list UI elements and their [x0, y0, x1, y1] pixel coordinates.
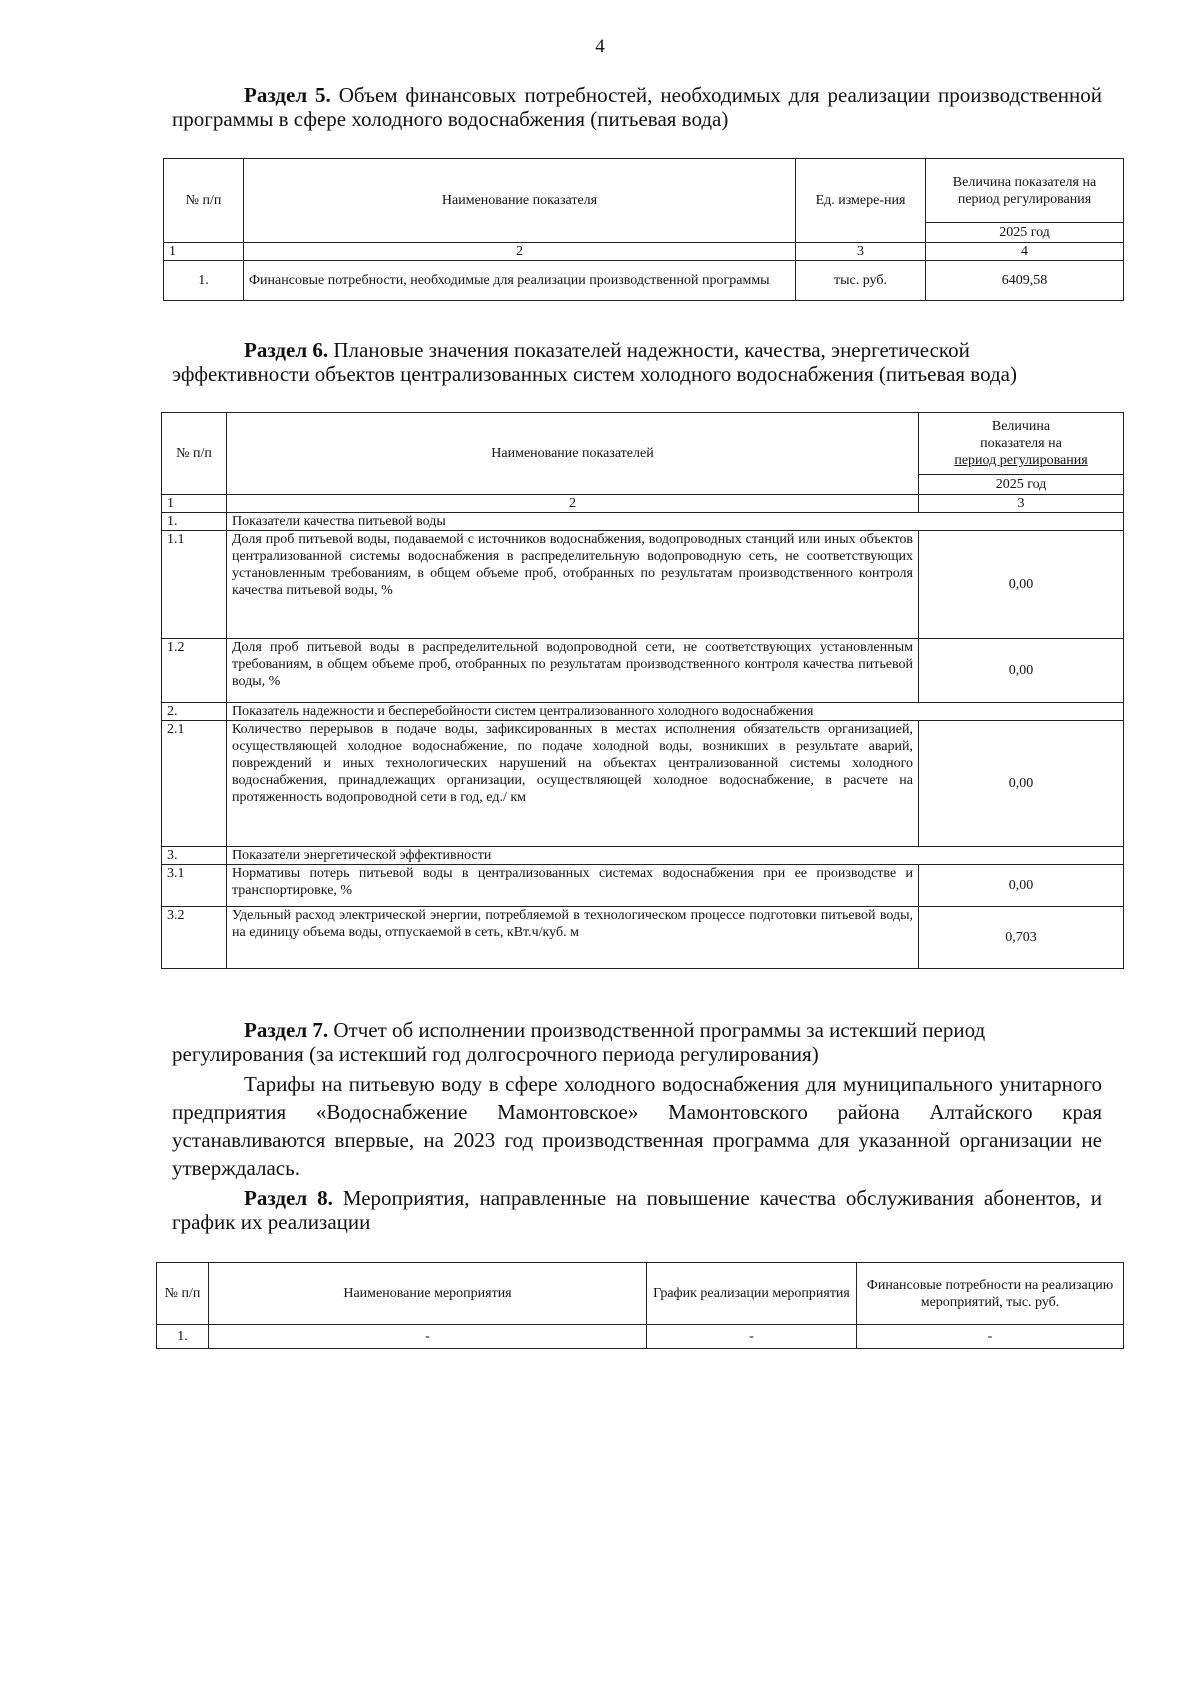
s5-header-year: 2025 год — [926, 223, 1124, 243]
s5-row-value: 6409,58 — [926, 261, 1124, 301]
s6-group-title: Показатели энергетической эффективности — [227, 847, 1124, 865]
table-row — [162, 639, 1124, 703]
s8-header-finance: Финансовые потребности на реализацию мероприятий, тыс. руб. — [857, 1263, 1124, 1325]
table-row — [157, 1325, 1124, 1349]
s6-group-num: 2. — [162, 703, 227, 721]
s6-group-title: Показатель надежности и бесперебойности систем централизованного холодного водоснабжения — [227, 703, 1124, 721]
s5-colnum: 4 — [926, 243, 1124, 261]
section5-title: Объем финансовых потребностей, необходимых для реализации производственной программы в сфере холодного водоснабжения (питьевая вода) — [172, 83, 1102, 131]
section5-heading — [172, 83, 1102, 131]
table-row — [162, 513, 1124, 531]
table-row — [162, 703, 1124, 721]
table-row — [162, 907, 1124, 969]
s6-item-num: 1.2 — [162, 639, 227, 703]
s8-header-num: № п/п — [157, 1263, 209, 1325]
s6-header-value — [919, 413, 1124, 475]
table-row — [162, 847, 1124, 865]
section8-heading — [172, 1186, 1102, 1234]
table-row — [162, 721, 1124, 847]
s6-item-value: 0,00 — [919, 531, 1124, 639]
s6-header-num: № п/п — [162, 413, 227, 495]
s6-colnum: 3 — [919, 495, 1124, 513]
s5-header-name: Наименование показателя — [244, 159, 796, 243]
section7-label: Раздел 7. — [244, 1018, 329, 1042]
section6-title: Плановые значения показателей надежности, качества, энергетической эффективности объектов централизованных систем холодного водоснабжения (питьевая вода) — [172, 338, 1017, 386]
s6-item-name: Доля проб питьевой воды в распределительной водопроводной сети, не соответствующих установленным требованиям, в общем объеме проб, отобранных по результатам производственного контроля качества питьевой воды, % — [227, 639, 919, 703]
table-row — [164, 261, 1124, 301]
section5-table — [163, 158, 1124, 301]
s6-item-num: 3.1 — [162, 865, 227, 907]
section7-heading — [172, 1018, 1102, 1066]
section6-label: Раздел 6. — [244, 338, 329, 362]
table-row — [162, 865, 1124, 907]
section7-title: Отчет об исполнении производственной программы за истекший период регулирования (за истекший год долгосрочного периода регулирования) — [172, 1018, 986, 1066]
s8-header-name: Наименование мероприятия — [209, 1263, 647, 1325]
s5-header-value: Величина показателя на период регулирования — [926, 159, 1124, 223]
s8-row-finance: - — [857, 1325, 1124, 1349]
s6-header-name: Наименование показателей — [227, 413, 919, 495]
s8-row-schedule: - — [647, 1325, 857, 1349]
s5-header-num: № п/п — [164, 159, 244, 243]
section5-label: Раздел 5. — [244, 83, 331, 107]
s6-item-value: 0,00 — [919, 721, 1124, 847]
s6-item-num: 2.1 — [162, 721, 227, 847]
section6-heading — [172, 338, 1102, 386]
s5-colnum: 1 — [164, 243, 244, 261]
s8-row-num: 1. — [157, 1325, 209, 1349]
s6-colnum: 1 — [162, 495, 227, 513]
s6-group-num: 1. — [162, 513, 227, 531]
s6-header-value-line: Величина — [991, 419, 1051, 434]
section8-label: Раздел 8. — [244, 1186, 333, 1210]
s6-item-value: 0,00 — [919, 865, 1124, 907]
s6-item-name: Нормативы потерь питьевой воды в централизованных системах водоснабжения при ее производстве и транспортировке, % — [227, 865, 919, 907]
section8-table — [156, 1262, 1124, 1349]
s6-header-year: 2025 год — [919, 475, 1124, 495]
s6-header-value-line: период регулирования — [954, 453, 1088, 468]
s6-item-num: 3.2 — [162, 907, 227, 969]
table-row — [162, 531, 1124, 639]
s6-item-name: Количество перерывов в подаче воды, зафиксированных в местах исполнения обязательств организацией, осуществляющей холодное водоснабжение, по подаче холодной воды, возникших в результате аварий, повреждений и иных технологических нарушений на объектах централизованной системы холодного водоснабжения, принадлежащих организации, осуществляющей холодное водоснабжение, в расчете на протяженность водопроводной сети в год, ед./ км — [227, 721, 919, 847]
s6-group-num: 3. — [162, 847, 227, 865]
section8-title: Мероприятия, направленные на повышение качества обслуживания абонентов, и график их реализации — [172, 1186, 1102, 1234]
s6-colnum: 2 — [227, 495, 919, 513]
s6-header-value-line: показателя на — [980, 436, 1062, 451]
s6-item-num: 1.1 — [162, 531, 227, 639]
s6-group-title: Показатели качества питьевой воды — [227, 513, 1124, 531]
s6-item-value: 0,00 — [919, 639, 1124, 703]
s5-colnum: 2 — [244, 243, 796, 261]
s8-row-name: - — [209, 1325, 647, 1349]
s6-item-name: Удельный расход электрической энергии, потребляемой в технологическом процессе подготовки питьевой воды, на единицу объема воды, отпускаемой в сеть, кВт.ч/куб. м — [227, 907, 919, 969]
s8-header-schedule: График реализации мероприятия — [647, 1263, 857, 1325]
s5-header-unit: Ед. измере-ния — [796, 159, 926, 243]
page-number: 4 — [595, 36, 605, 57]
s5-row-unit: тыс. руб. — [796, 261, 926, 301]
s6-item-name: Доля проб питьевой воды, подаваемой с источников водоснабжения, водопроводных станций или иных объектов централизованной системы водоснабжения в распределительную водопроводную сеть, не соответствующих установленным требованиям, в общем объеме проб, отобранных по результатам производственного контроля качества питьевой воды, % — [227, 531, 919, 639]
section7-text: Тарифы на питьевую воду в сфере холодного водоснабжения для муниципального унитарного предприятия «Водоснабжение Мамонтовское» Мамонтовского района Алтайского края устанавливаются впервые, на 2023 год производственная программа для указанной организации не утверждалась. — [172, 1072, 1102, 1180]
s5-row-name: Финансовые потребности, необходимые для реализации производственной программы — [244, 261, 796, 301]
section6-table — [161, 412, 1124, 969]
s5-row-num: 1. — [164, 261, 244, 301]
s5-colnum: 3 — [796, 243, 926, 261]
s6-item-value: 0,703 — [919, 907, 1124, 969]
